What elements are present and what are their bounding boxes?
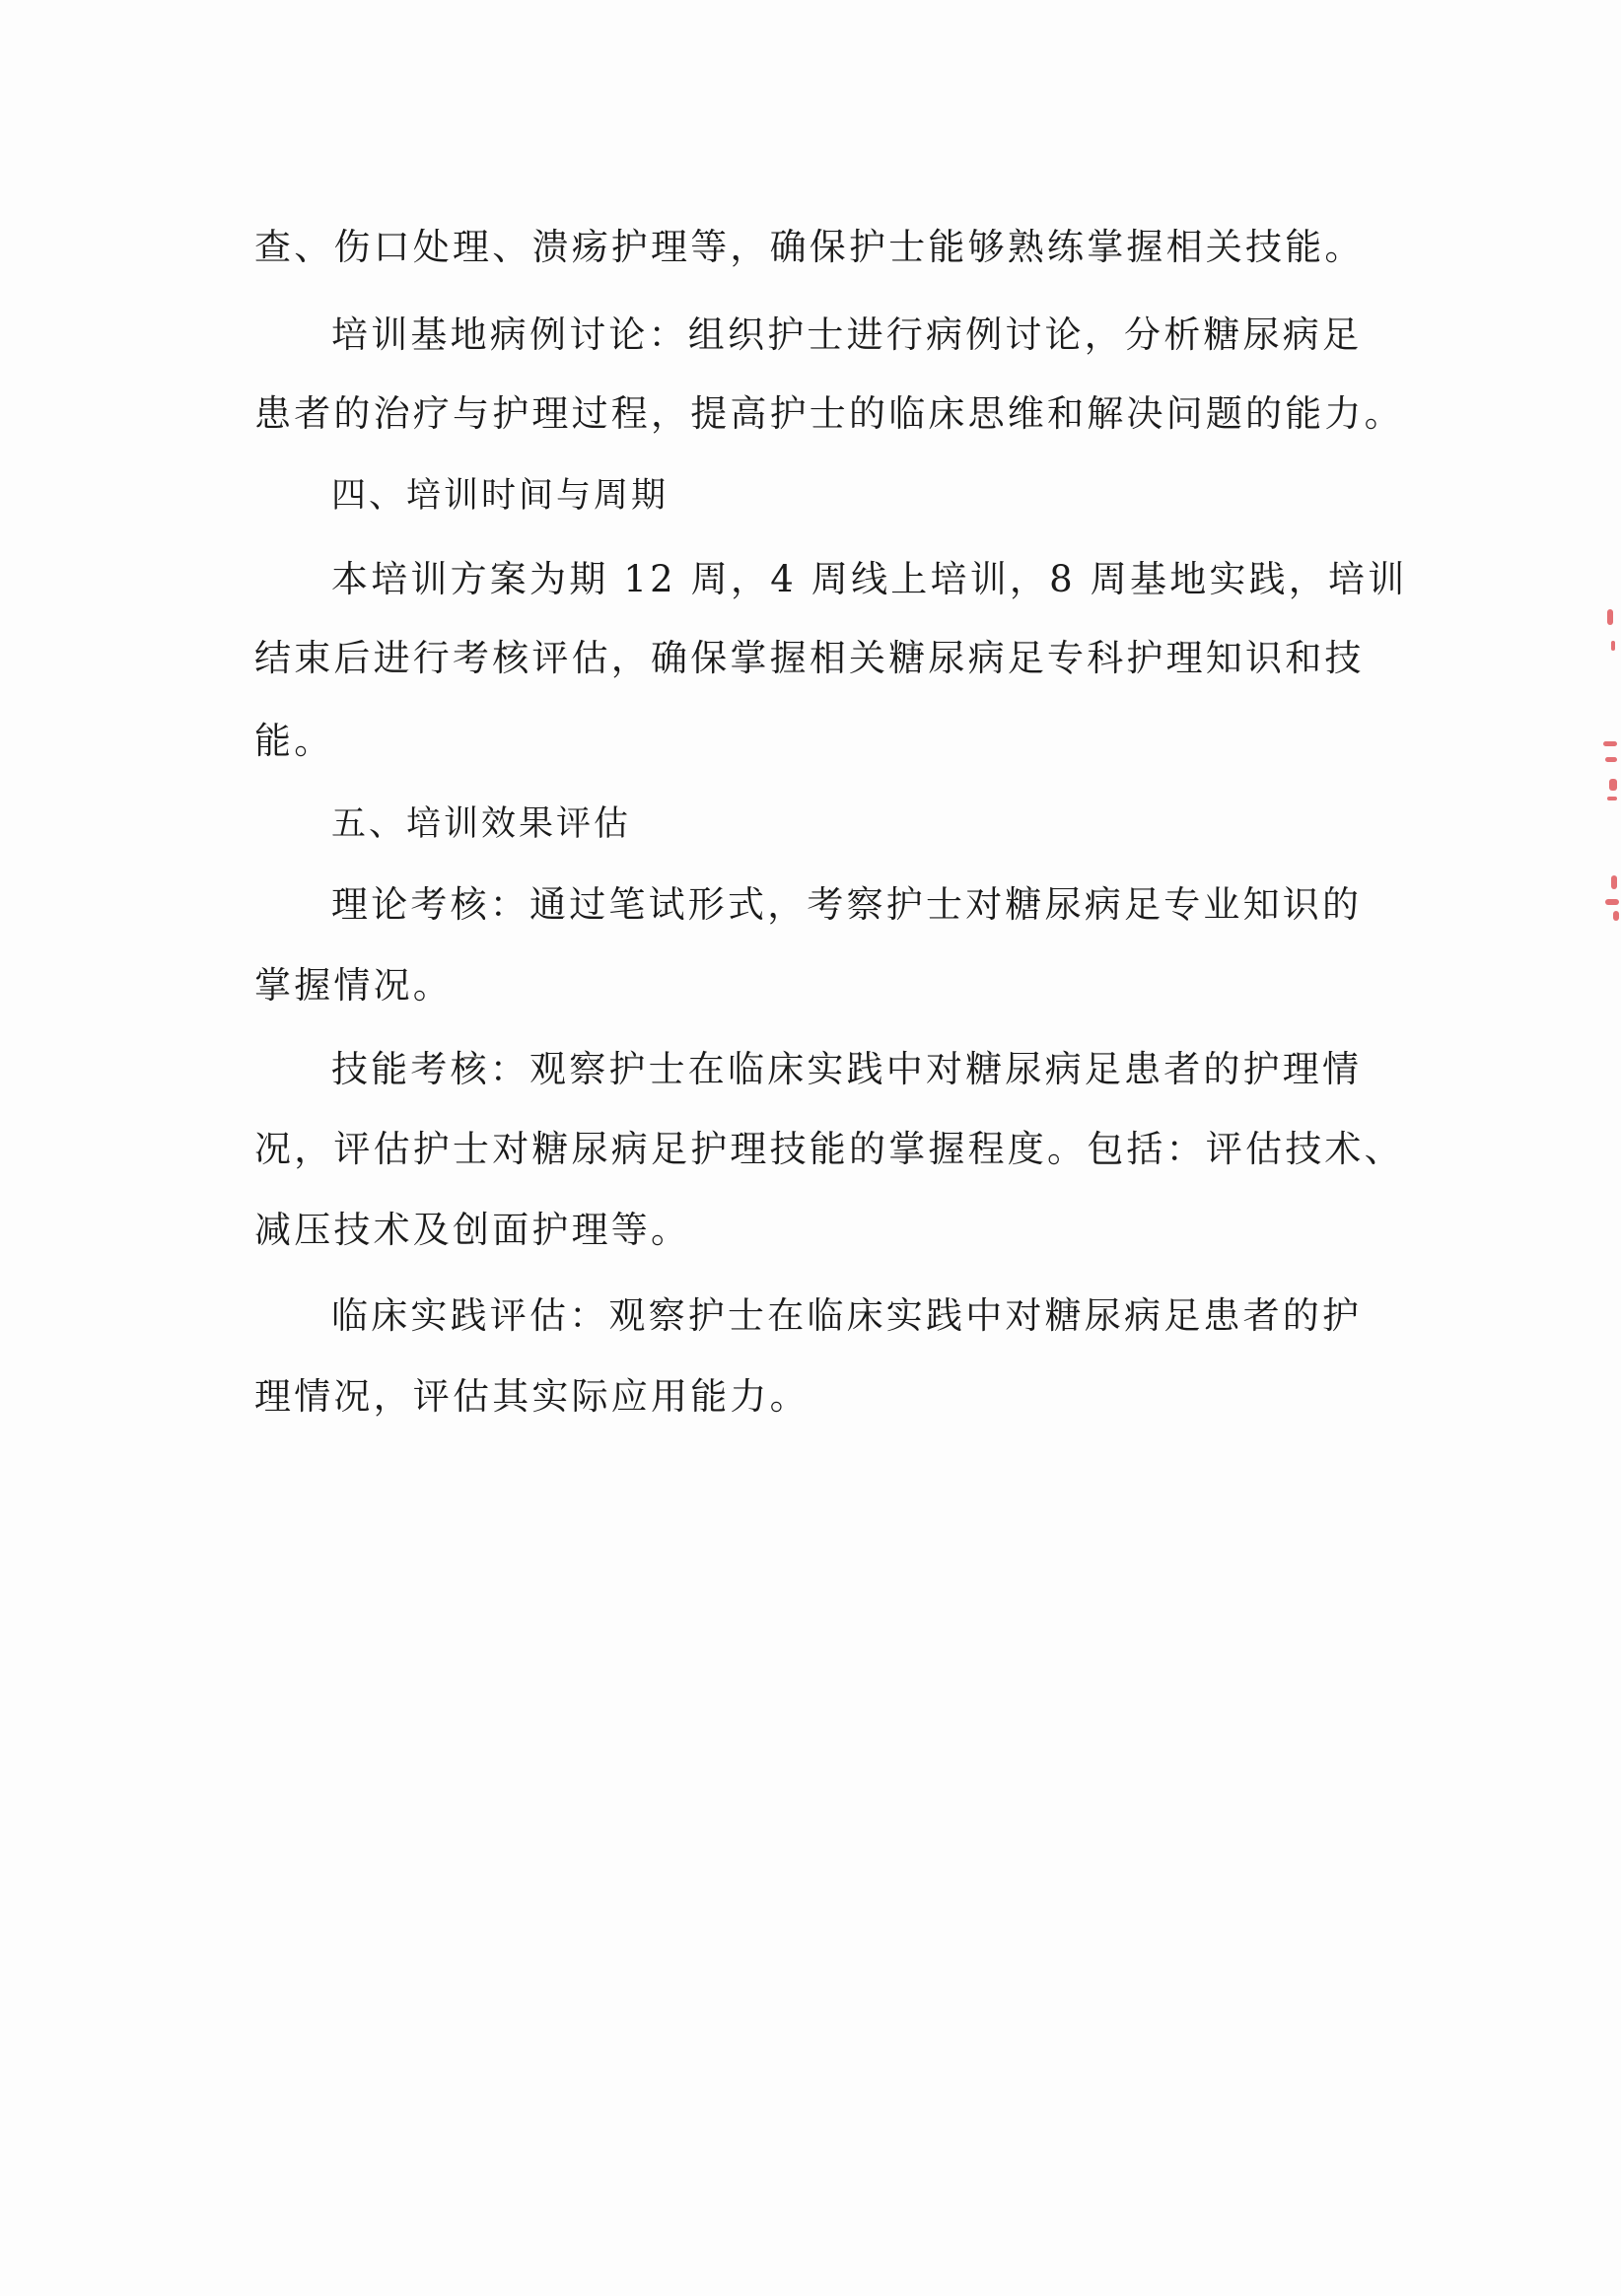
section-heading-5: 五、培训效果评估	[331, 804, 632, 844]
paragraph-line: 理论考核：通过笔试形式，考察护士对糖尿病足专业知识的	[331, 883, 1363, 926]
paragraph-line: 况，评估护士对糖尿病足护理技能的掌握程度。包括：评估技术、	[254, 1128, 1404, 1170]
paragraph-line: 理情况，评估其实际应用能力。	[254, 1375, 810, 1418]
section-heading-4: 四、培训时间与周期	[331, 476, 670, 516]
paragraph-line: 临床实践评估：观察护士在临床实践中对糖尿病足患者的护	[331, 1294, 1363, 1337]
paragraph-line: 减压技术及创面护理等。	[254, 1209, 691, 1251]
paragraph-line: 本培训方案为期 12 周，4 周线上培训，8 周基地实践，培训	[331, 558, 1408, 600]
paragraph-line: 培训基地病例讨论：组织护士进行病例讨论，分析糖尿病足	[331, 313, 1363, 356]
paragraph-line: 掌握情况。	[254, 964, 453, 1007]
paragraph-line: 查、伤口处理、溃疡护理等，确保护士能够熟练掌握相关技能。	[254, 226, 1365, 268]
paragraph-line: 结束后进行考核评估，确保掌握相关糖尿病足专科护理知识和技	[254, 637, 1365, 679]
paragraph-line: 患者的治疗与护理过程，提高护士的临床思维和解决问题的能力。	[254, 392, 1404, 435]
paragraph-line: 技能考核：观察护士在临床实践中对糖尿病足患者的护理情	[331, 1048, 1363, 1090]
paragraph-line: 能。	[254, 720, 334, 762]
